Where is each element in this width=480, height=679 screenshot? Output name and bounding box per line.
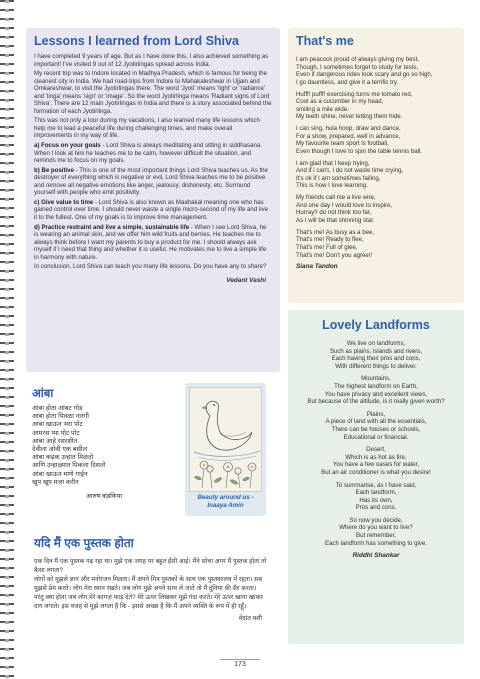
story-paragraph: परंतु क्या होता जब लोग मेरे कागज़ फाड़ देते? मेरे ऊपर लिखकर मुझे गंदा करते। मेरे ऊपर खाना खाकर दाग लगाते। इस वजह से मुझे लगता है कि - इससे अच्छा है कि मैं अपने व्यक्ति के रूप में ही रहूँ। (34, 594, 263, 610)
landforms-line: Has its own, (359, 496, 393, 504)
lessons-article (26, 28, 280, 372)
lessons-paragraph (34, 117, 272, 140)
aamba-line: आंबा कढ़क उन्हात मिळतो (32, 454, 94, 462)
footer-divider (220, 659, 260, 660)
thatsme-line: That's me! Full of glee, (296, 244, 358, 251)
story-author: वेदांत वशी (238, 614, 262, 622)
swan-drawing-image (189, 387, 262, 492)
lessons-paragraph-text: My recent trip was to Indore located in Madhya Pradesh, which is famous for being the cleanest city in India. We had road-trips from Indore to Mahakaleshwar in Ujjain and Omkareshwar, to visit the Jyotirlingas there. The word 'Jyoti' means 'light' or 'radiance' and 'linga' means 'sign' or 'image'. So the word Jyotirlinga means 'Radiant signs of Lord Shiva'. There are 12 main Jyotirlingas in India and there is a story associated behind the formation of each Jyotirlinga. (34, 70, 272, 115)
aamba-line: आंबा होता पिवळा नारंगी (32, 413, 89, 421)
lessons-paragraph-text: This was not only a tour during my vacations, I also learned many life lessons which help me to lead a peaceful life during challenging times, and make overall improvements in my way of life. (34, 117, 260, 140)
thatsme-stanza (296, 229, 456, 259)
lessons-paragraph (34, 142, 272, 165)
lessons-body (34, 53, 272, 271)
landforms-line: You have a few oases for water, (332, 461, 420, 469)
thatsme-line: As I will be that shinning star. (296, 217, 375, 225)
aamba-line: देवीला ओवी एक बसील (32, 446, 87, 454)
thatsme-stanza (296, 91, 456, 121)
landforms-line: Plains, (366, 410, 386, 418)
thatsme-stanza (296, 194, 456, 224)
landforms-line: Mountains, (361, 375, 391, 383)
thatsme-line: My friends call me a live wire, (296, 194, 376, 202)
thatsme-line: And one day I would love to inspire, (296, 201, 393, 209)
landforms-poem (288, 310, 464, 644)
landforms-stanza (294, 482, 458, 512)
landforms-line: Such as plains, islands and rivers, (329, 347, 423, 355)
thatsme-line: That's me! Don't you agree!! (296, 251, 373, 259)
thatsme-line: I am peacock proud of always giving my best, (296, 56, 419, 63)
thatsme-line: And if i can't, I do not waste time crying, (296, 167, 404, 175)
landforms-stanza (294, 446, 458, 476)
landforms-line: With different things to deliver. (335, 362, 417, 370)
thatsme-line: I am glad that I keep trying, (296, 159, 370, 167)
lessons-paragraph-lead: d) Practice restraint and live a simple, sustainable life (34, 223, 190, 231)
lessons-paragraph-text: I have completed 9 years of age. But as I have done this, I also achieved something as important! I've visited 9 out of 12 Jyotirlingas spread across India. (34, 53, 269, 68)
lessons-paragraph (34, 70, 272, 115)
thatsme-line: Even though I love to spin the table tennis ball. (296, 147, 423, 155)
lessons-paragraph (34, 224, 272, 262)
lessons-paragraph (34, 263, 272, 271)
thatsme-author: Siana Tandon (296, 263, 338, 271)
landforms-line: Desert, (366, 446, 386, 454)
aamba-poem (26, 380, 174, 520)
landforms-stanza (294, 375, 458, 405)
landforms-stanza (294, 517, 458, 547)
landforms-line: Each landform, (355, 489, 397, 497)
thatsme-line: Cool as a cucumber in my head, (296, 98, 384, 106)
story-title: यदि मैं एक पुस्तक होता (34, 536, 134, 550)
story-body (34, 558, 270, 612)
thatsme-line: It's ok if I am sometimes failing, (296, 174, 381, 182)
spiral-binding (0, 0, 14, 679)
thatsme-line: I go dauntless, and give it a terrific try. (296, 78, 399, 86)
thatsme-line: Hurray!! do not think too far, (296, 209, 372, 217)
aamba-line: आंबा होता आंबट गोड (32, 405, 83, 412)
thatsme-line: That's me! As busy as a bee, (296, 228, 375, 236)
thatsme-line: Though, I sometimes forget to study for tests, (296, 63, 419, 71)
thatsme-line: smiling a mile wide. (296, 105, 349, 113)
aamba-line: खूप खूप मजा करीन (32, 478, 79, 486)
drawing-caption: Beauty around us - Inaaya Amin (197, 494, 254, 509)
thatsme-body (296, 56, 456, 259)
thatsme-line: That's me! Ready to flee, (296, 236, 364, 244)
thatsme-stanza (296, 125, 456, 155)
swan-sketch-icon (190, 388, 262, 492)
landforms-author: Riddhi Shankar (352, 552, 400, 560)
landforms-line: A piece of land with all the essentials, (325, 418, 427, 426)
thatsme-line: Hufff! pufff! exercising turns me tomato red, (296, 90, 413, 98)
page-number: 173 (234, 661, 246, 668)
lessons-paragraph-text: - Lord Shiva is always meditating and sitting in siddhasana. When I look at him he teaches me to be calm, however difficult the situation, and reminds me to focus on my goals. (34, 142, 262, 165)
thatsme-line: Even if dangerous rides look scary and go so high, (296, 71, 433, 79)
aamba-title: आंबा (32, 388, 54, 400)
landforms-line: To summarise, as I have said, (335, 481, 417, 489)
story-paragraph: एक दिन मैं एक पुस्तक पढ़ रहा था। मुझे एक जगह पर बहुत हँसी आई। मैंने सोचा अगर मैं पुस्तक होता तो कैसा लगता? (34, 558, 267, 574)
lessons-paragraph-text: - This is one of the most important things Lord Shiva teaches us. As the destroyer of everything which is negative or evil, Lord Shiva teaches me to be positive and remove all negative emotions like anger, jealousy, dishonesty, etc. Surround yourself with people who emit positivity. (34, 166, 268, 197)
thatsme-stanza (296, 160, 456, 190)
landforms-line: You have privacy and excellent views, (324, 390, 428, 398)
lessons-paragraph-text: - Lord Shiva is also known as Maahakal meaning one who has gained control over time. I should never waste a single micro-second of my life and live it to the fullest. One of my goals is to improve time management. (34, 198, 269, 221)
lessons-title: Lessons I learned from Lord Shiva (34, 34, 239, 48)
landforms-line: Each having their pros and cons, (331, 355, 421, 363)
aamba-body (32, 405, 168, 487)
landforms-line: Where do you want to live? (339, 524, 413, 532)
landforms-line: So now you decide, (349, 516, 403, 524)
aamba-line: आंबा आहे रसरशीत (32, 437, 78, 445)
thatsme-line: My favourite team sport is football, (296, 140, 389, 148)
landforms-title: Lovely Landforms (322, 318, 430, 332)
thatsme-line: This is how I love learning. (296, 182, 368, 190)
lessons-paragraph (34, 53, 272, 68)
lessons-paragraph-lead: a) Focus on your goals (34, 142, 101, 150)
landforms-line: But because of the altitude, is it really given worth? (307, 398, 445, 406)
landforms-line: Which is as hot as fire, (345, 453, 407, 461)
thatsme-line: For a show, prepared, well in advance, (296, 132, 401, 140)
lessons-paragraph-text: - When I see Lord Shiva, he is wearing an animal skin, and we offer him wild fruits and berries. He teaches me to always think before I want my parents to buy a product for me. I should always ask myself if I need that thing and whether it is useful. He motivates me to live a simple life in harmony with nature. (34, 223, 267, 261)
thatsme-poem (288, 28, 464, 303)
landforms-line: There can be houses or schools, (331, 425, 421, 433)
aamba-line: आमरस प्या पोट पोट (32, 429, 80, 437)
landforms-line: We live on landforms, (346, 340, 406, 347)
landforms-line: The highest landform on Earth, (334, 382, 418, 390)
lessons-paragraph-lead: c) Give value to time (34, 198, 94, 206)
aamba-line: आंबा खाऊन माणे गाईन (32, 470, 88, 478)
landforms-stanza (294, 340, 458, 370)
lessons-author: Vedant Vashi (226, 276, 266, 284)
landforms-line: But an air conditioner is what you desire! (321, 468, 431, 476)
aamba-line: आणि उन्हाळ्यात पिकला दिसतो (32, 462, 106, 470)
lessons-paragraph (34, 167, 272, 197)
landforms-line: But remember, (356, 532, 396, 540)
landforms-line: Each landform has something to give. (325, 539, 427, 547)
landforms-body (294, 340, 458, 547)
thatsme-line: I can sing, hula hoop, draw and dance, (296, 125, 401, 133)
thatsme-stanza (296, 56, 456, 86)
lessons-paragraph-lead: b) Be positive (34, 166, 74, 174)
landforms-line: Educational or financial. (343, 433, 409, 441)
drawing-card (185, 383, 266, 516)
lessons-paragraph (34, 199, 272, 222)
aamba-author: आरुष कडकिया (86, 493, 123, 501)
landforms-line: Pros and cons. (355, 504, 397, 512)
thatsme-line: My teeth shine, never letting them hide. (296, 113, 403, 121)
lessons-paragraph-text: In conclusion, Lord Shiva can teach you many life lessons. Do you have any to share? (34, 263, 267, 271)
aamba-line: आंबा खाऊन भरा पोट (32, 421, 83, 429)
thatsme-title: That's me (296, 34, 354, 48)
book-story (26, 530, 278, 625)
story-paragraph: लोगों को मुझसे ज्ञान और मनोरंजन मिलता। मैं अपने मित्र पुस्तकों के साथ एक पुस्तकालय में रहता। सब मुझसे प्रेम करते। लोग मेरा ध्यान रखते। जब लोग मुझे अपने साथ ले जाते तो मैं दुनिया की सैर करता। (34, 576, 262, 592)
landforms-stanza (294, 411, 458, 441)
